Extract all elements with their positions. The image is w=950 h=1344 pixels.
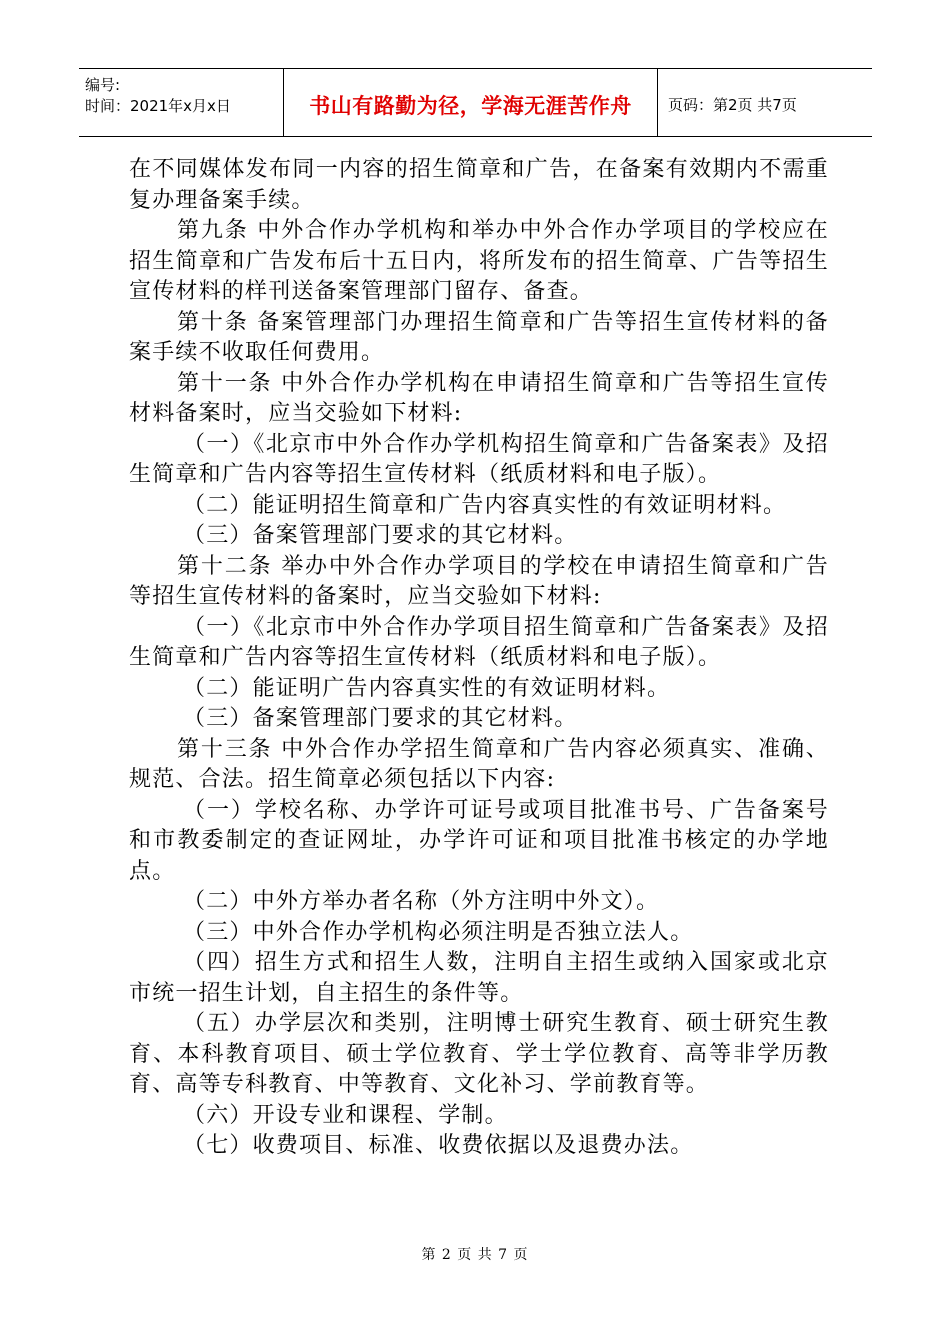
body-paragraph: （四）招生方式和招生人数，注明自主招生或纳入国家或北京市统一招生计划，自主招生的条件等。 (129, 950, 829, 1006)
body-paragraph: （一）《北京市中外合作办学机构招生简章和广告备案表》及招生简章和广告内容等招生宣传材料（纸质材料和电子版）。 (129, 431, 829, 487)
header-meta-cell (79, 69, 284, 136)
body-paragraph: 第十一条 中外合作办学机构在申请招生简章和广告等招生宣传材料备案时，应当交验如下材料: (129, 370, 829, 426)
header-motto: 书山有路勤为径，学海无涯苦作舟 (309, 93, 632, 118)
document-number-label: 编号: (85, 76, 121, 94)
body-paragraph: （六）开设专业和课程、学制。 (183, 1102, 508, 1128)
body-paragraph: （七）收费项目、标准、收费依据以及退费办法。 (183, 1133, 694, 1158)
page-footer: 第 2 页 共 7 页 (421, 1247, 529, 1263)
body-paragraph: 第十条 备案管理部门办理招生简章和广告等招生宣传材料的备案手续不收取任何费用。 (129, 309, 829, 365)
header-page-info: 页码：第2页 共7页 (668, 96, 797, 114)
body-paragraph: （一）学校名称、办学许可证号或项目批准书号、广告备案号和市教委制定的查证网址，办学许可证和项目批准书核定的办学地点。 (129, 797, 829, 884)
body-paragraph: （二）中外方举办者名称（外方注明中外文）。 (183, 889, 660, 914)
body-paragraph: 第十二条 举办中外合作办学项目的学校在申请招生简章和广告等招生宣传材料的备案时，应当交验如下材料: (129, 553, 829, 609)
header-motto-cell (284, 69, 658, 136)
body-paragraph: 在不同媒体发布同一内容的招生简章和广告，在备案有效期内不需重复办理备案手续。 (129, 157, 829, 213)
body-paragraph: （三）备案管理部门要求的其它材料。 (183, 706, 578, 731)
body-paragraph: （五）办学层次和类别，注明博士研究生教育、硕士研究生教育、本科教育项目、硕士学位教育、学士学位教育、高等非学历教育、高等专科教育、中等教育、文化补习、学前教育等。 (129, 1011, 829, 1097)
document-body (129, 155, 829, 1162)
body-paragraph: （三）备案管理部门要求的其它材料。 (183, 523, 578, 548)
page-header (79, 68, 872, 137)
body-paragraph: （三）中外合作办学机构必须注明是否独立法人。 (183, 919, 694, 945)
body-paragraph: 第九条 中外合作办学机构和举办中外合作办学项目的学校应在招生简章和广告发布后十五日内，将所发布的招生简章、广告等招生宣传材料的样刊送备案管理部门留存、备查。 (129, 218, 829, 304)
body-paragraph: 第十三条 中外合作办学招生简章和广告内容必须真实、准确、规范、合法。招生简章必须包括以下内容: (129, 736, 829, 792)
header-page-cell (658, 69, 872, 136)
body-paragraph: （二）能证明招生简章和广告内容真实性的有效证明材料。 (183, 492, 787, 518)
document-time-label: 时间：2021年x月x日 (85, 97, 231, 115)
body-paragraph: （一）《北京市中外合作办学项目招生简章和广告备案表》及招生简章和广告内容等招生宣传材料（纸质材料和电子版）。 (129, 614, 829, 670)
body-paragraph: （二）能证明广告内容真实性的有效证明材料。 (183, 675, 671, 701)
